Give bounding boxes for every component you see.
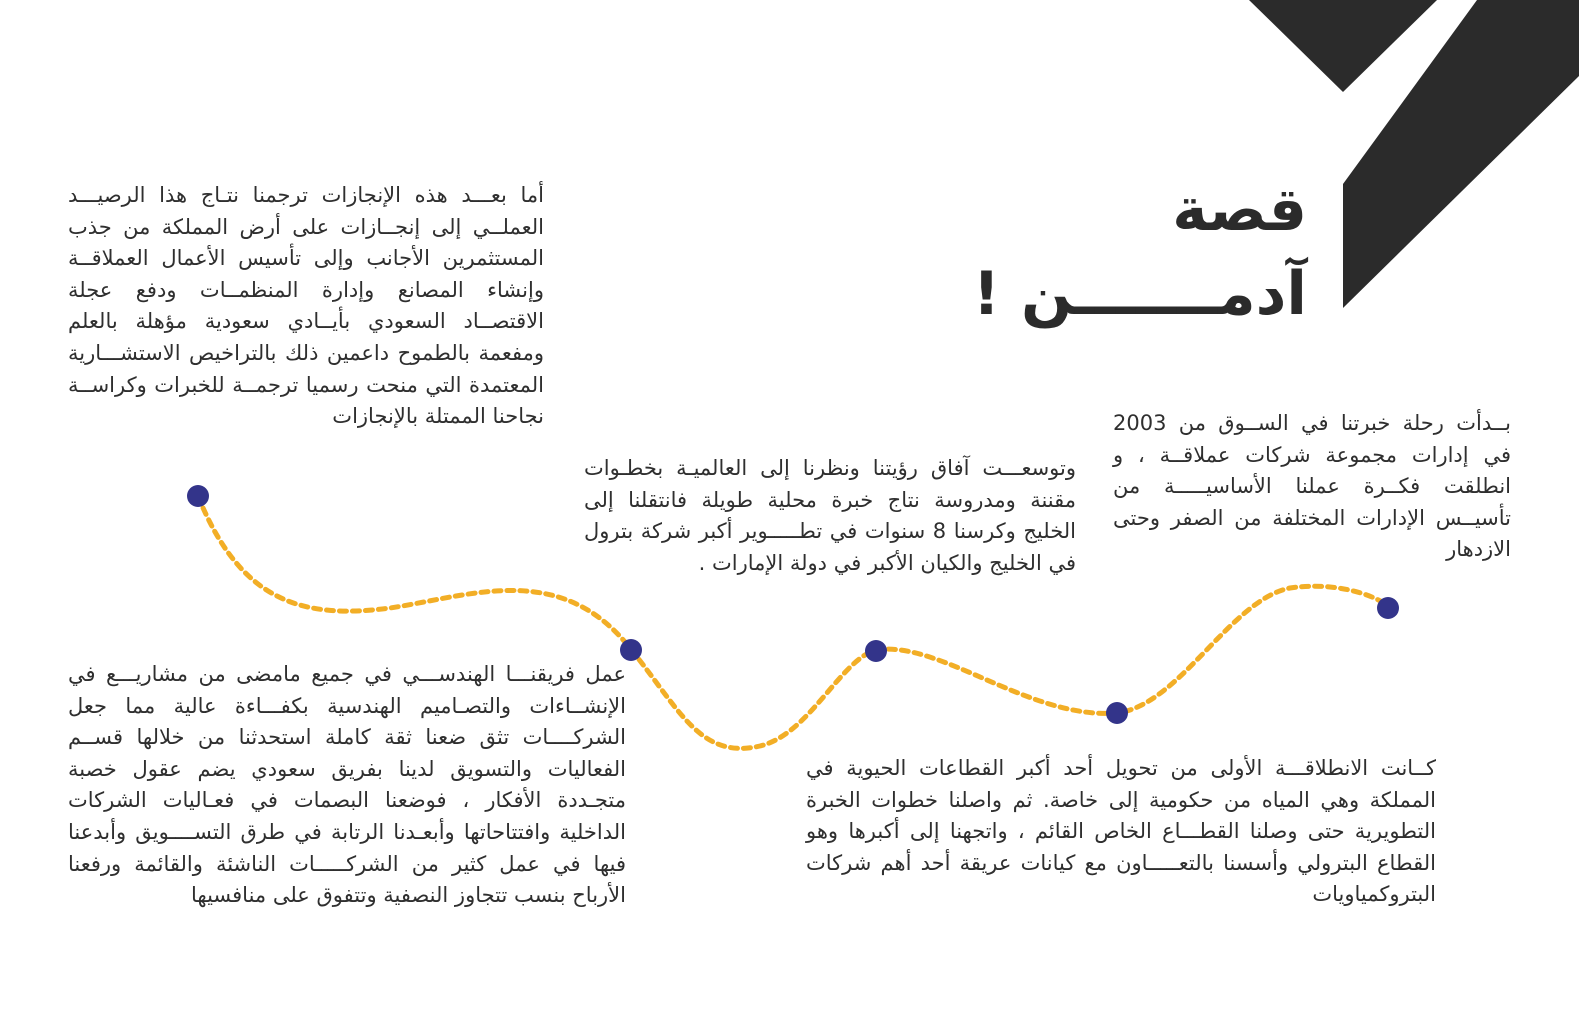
milestone-text-4: عمل فريقنـــا الهندســـي في جميع مامضى من مشاريـــع في الإنشــاءات والتصـاميم الهندسية بكفـــاءة عالية مما جعل الشركــــات تثق ضعنا ثقة كاملة استحدثنا من خلالها قســم الفعاليات والتسويق لدينا بفريق سعودي يضم عقول خصبة متجـددة الأفكار ، فوضعنا البصمات في فعـاليات الشركات الداخلية وافتتاحاتها وأبعـدنا الرتابة في طرق التســــويق وأبدعنا فيها في عمل كثير من الشركـــــات الناشئة والقائمة ورفعنا الأرباح بنسب تتجاوز النصفية وتتفوق على منافسيها bbox=[68, 662, 626, 908]
milestone-text-5: أما بعـــد هذه الإنجازات ترجمنا نتـاج هذا الرصيـــد العملــي إلى إنجــازات على أرض المملكة من جذب المستثمرين الأجانب وإلى تأسيس الأعمال العملاقــة وإنشاء المصانع وإدارة المنظمــات ودفع عجلة الاقتصــاد السعودي بأيــادي سعودية مؤهلة بالعلم ومفعمة بالطموح داعمين ذلك بالتراخيص الاستشـــارية المعتمدة التي منحت رسميا ترجمــة للخبرات وكراســة نجاحنا الممتلة بالإنجازات bbox=[68, 183, 544, 429]
timeline-dot-4 bbox=[620, 639, 642, 661]
timeline-dot-5 bbox=[187, 485, 209, 507]
timeline-dot-1 bbox=[1377, 597, 1399, 619]
title-line-1: قصة bbox=[1172, 175, 1307, 245]
milestone-text-2: كــانت الانطلاقـــة الأولى من تحويل أحد أكبر القطاعات الحيوية في المملكة وهي المياه من حكومية إلى خاصة. ثم واصلنا خطوات الخبرة التطويرية حتى وصلنا القطـــاع الخاص القائم ، واتجهنا إلى أكبرها وهو القطاع البترولي وأسسنا بالتعـــــاون مع كيانات عريقة أحد أهم شركات البتروكمياويات bbox=[806, 756, 1436, 907]
title-line-2: آدمـــــــن ! bbox=[972, 259, 1307, 329]
timeline-dot-2 bbox=[1106, 702, 1128, 724]
milestone-text-1: بــدأت رحلة خبرتنا في الســوق من 2003 في إدارات مجموعة شركات عملاقــة ، و انطلقت فكــرة عملنا الأساسيـــــة من تأسيــس الإدارات المختلفة من الصفر وحتى الازدهار bbox=[1113, 411, 1511, 562]
milestone-text-3: وتوسعـــت آفاق رؤيتنا ونظرنا إلى العالميـة بخطـوات مقننة ومدروسة نتاج خبرة محلية طويلة فانتقلنا إلى الخليج وكرسنا 8 سنوات في تطـــــوير أكبر شركة بترول في الخليج والكيان الأكبر في دولة الإمارات . bbox=[584, 456, 1076, 575]
timeline-dot-3 bbox=[865, 640, 887, 662]
